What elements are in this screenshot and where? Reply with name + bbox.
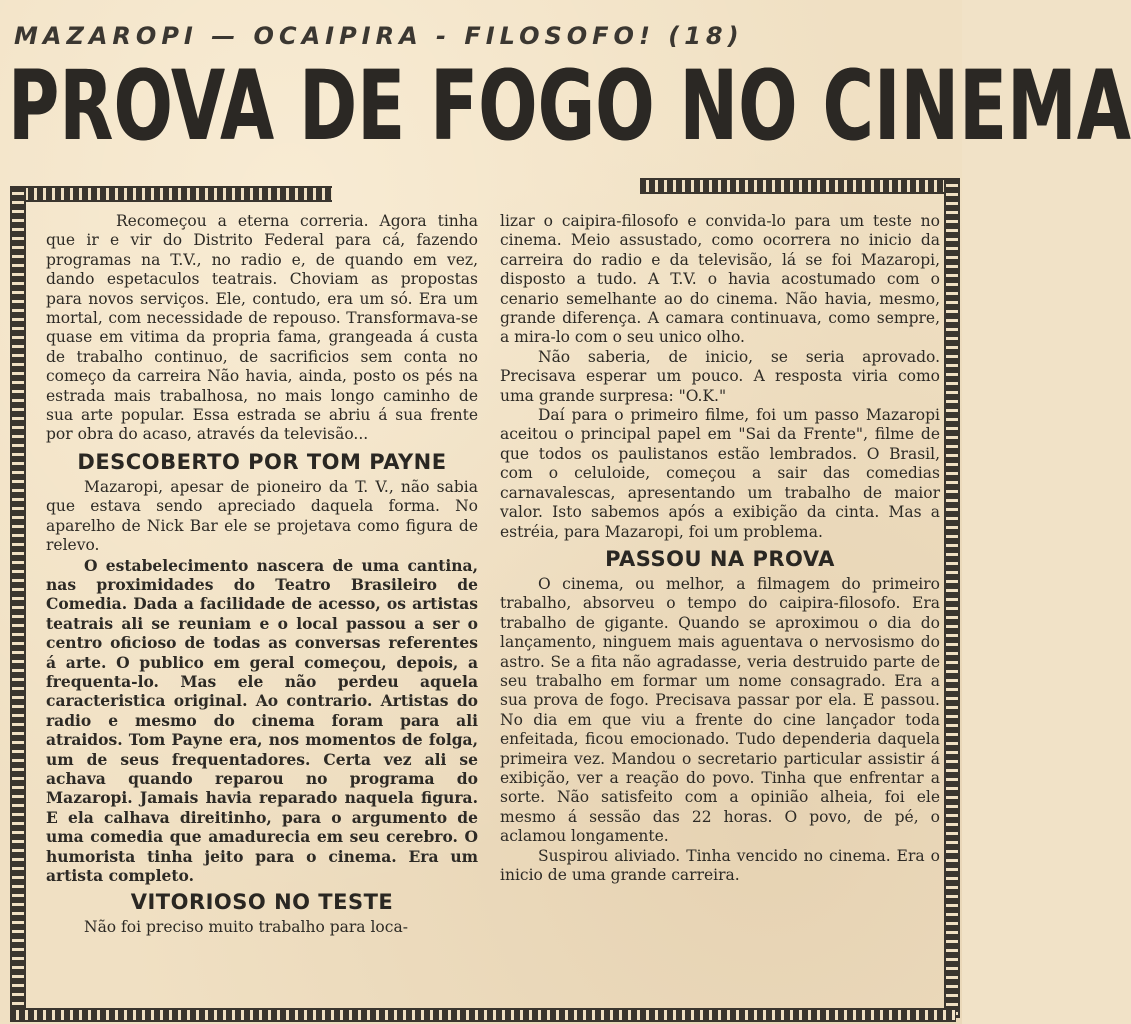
decorative-border-bottom	[10, 1008, 956, 1022]
subheading-passou: PASSOU NA PROVA	[605, 546, 835, 571]
paragraph: Recomeçou a eterna correria. Agora tinha que ir e vir do Distrito Federal para cá, fazendo programas na T.V., no radio e, de quando em vez, dando espetaculos teatrais. Choviam as propostas para novos serviços. Ele, contudo, era um só. Era um mortal, com necessidade de repouso. Transformava-se quase em vitima da propria fama, grangeada á custa de trabalho continuo, de sacrificios sem conta no começo da carreira Não havia, ainda, posto os pés na estrada mais trabalhosa, no mais longo caminho de sua arte popular. Essa estrada se abriu á sua frente por obra do acaso, através da televisão...	[46, 212, 478, 444]
decorative-border-left	[10, 186, 26, 1018]
subheading-descoberto: DESCOBERTO POR TOM PAYNE	[77, 449, 447, 474]
paragraph: lizar o caipira-filosofo e convida-lo para um teste no cinema. Meio assustado, como ocorrera no inicio da carreira do radio e da televisão, lá se foi Mazaropi, disposto a tudo. A T.V. o havia acostumado com o cenario semelhante ao do cinema. Não havia, mesmo, grande diferença. A camara continuava, como sempre, a mira-lo com o seu unico olho.	[500, 212, 940, 347]
paragraph: Suspirou aliviado. Tinha vencido no cinema. Era o inicio de uma grande carreira.	[500, 846, 940, 884]
decorative-border-top-left	[10, 186, 332, 202]
paragraph: Não foi preciso muito trabalho para loca-	[84, 918, 408, 937]
article-column-right	[500, 212, 940, 885]
paragraph: Não saberia, de inicio, se seria aprovado. Precisava esperar um pouco. A resposta viria como uma grande surpresa: "O.K."	[500, 347, 940, 405]
paragraph: Daí para o primeiro filme, foi um passo Mazaropi aceitou o principal papel em "Sai da Frente", filme de que todos os paulistanos estão lembrados. O Brasil, com o celuloide, começou a sair das comedias carnavalescas, apresentando um trabalho de maior valor. Isto sabemos após a exibição da cinta. Mas a estréia, para Mazaropi, foi um problema.	[500, 406, 940, 541]
decorative-border-top-right	[640, 178, 958, 194]
series-kicker: MAZAROPI — OCAIPIRA - FILOSOFO! (18)	[14, 22, 744, 50]
paragraph: Mazaropi, apesar de pioneiro da T. V., não sabia que estava sendo apreciado daquela forma. No aparelho de Nick Bar ele se projetava como figura de relevo.	[46, 477, 478, 555]
decorative-border-right	[944, 178, 960, 1018]
paragraph: O estabelecimento nascera de uma cantina, nas proximidades do Teatro Brasileiro de Comedia. Dada a facilidade de acesso, os artistas teatrais ali se reuniam e o local passou a ser o centro oficioso de todas as conversas referentes á arte. O publico em geral começou, depois, a frequenta-lo. Mas ele não perdeu aquela caracteristica original. Ao contrario. Artistas do radio e mesmo do cinema foram para ali atraidos. Tom Payne era, nos momentos de folga, um de seus frequentadores. Certa vez ali se achava quando reparou no programa do Mazaropi. Jamais havia reparado naquela figura. E ela calhava direitinho, para o argumento de uma comedia que amadurecia em seu cerebro. O humorista tinha jeito para o cinema. Era um artista completo.	[46, 555, 478, 885]
headline: PROVA DE FOGO NO CINEMA	[8, 50, 1131, 162]
subheading-vitorioso: VITORIOSO NO TESTE	[130, 890, 394, 915]
paragraph: O cinema, ou melhor, a filmagem do primeiro trabalho, absorveu o tempo do caipira-filosofo. Era trabalho de gigante. Quando se aproximou o dia do lançamento, ninguem mais aguentava o nervosismo do astro. Se a fita não agradasse, veria destruido parte de seu trabalho em formar um nome consagrado. Era a sua prova de fogo. Precisava passar por ela. E passou. No dia em que viu a frente do cine lançador toda enfeitada, ficou emocionado. Tudo dependeria daquela primeira vez. Mandou o secretario particular assistir á exibição, ver a reação do povo. Tinha que enfrentar a sorte. Não satisfeito com a opinião alheia, foi ele mesmo á sessão das 22 horas. O povo, de pé, o aclamou longamente.	[500, 574, 940, 846]
article-column-left	[46, 212, 478, 938]
